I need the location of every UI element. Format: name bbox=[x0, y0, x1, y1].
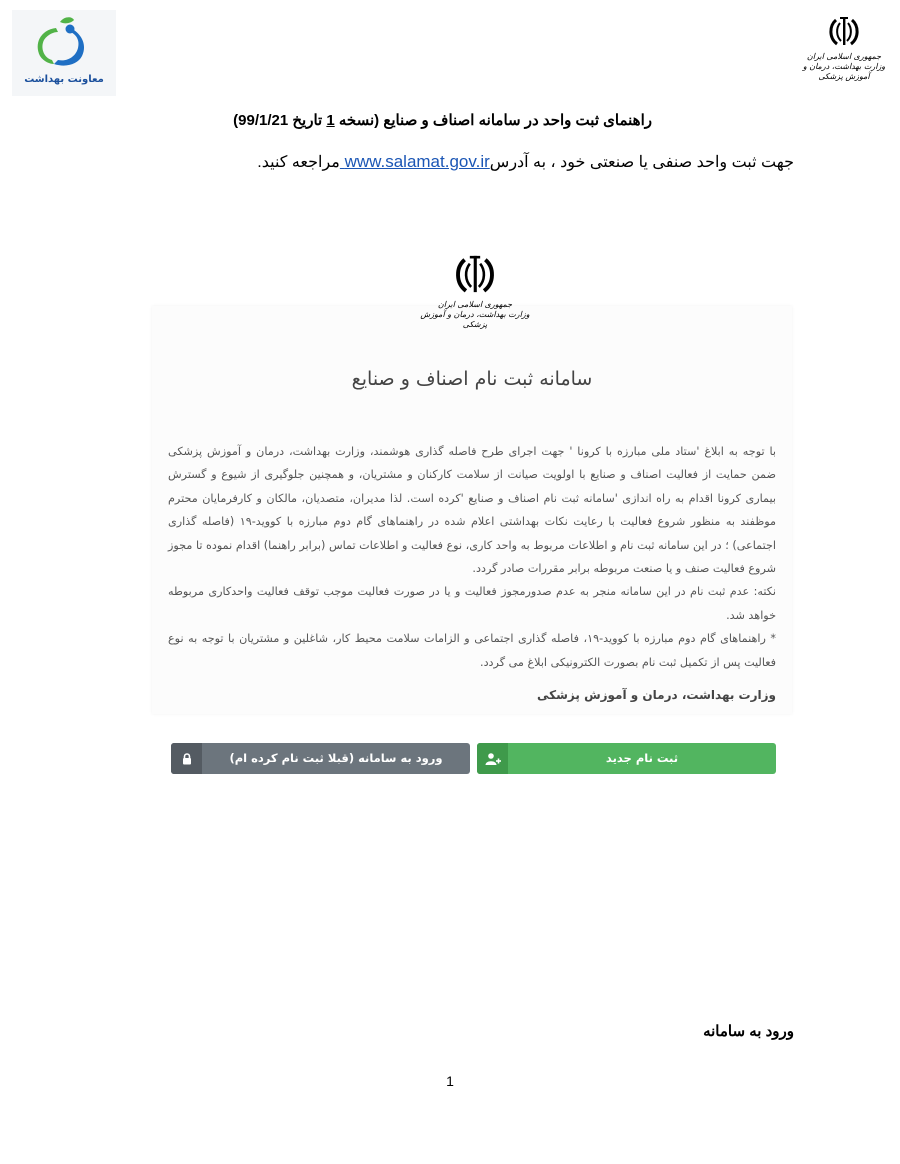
title-version: 1 bbox=[326, 112, 335, 129]
panel-signature: وزارت بهداشت، درمان و آموزش پزشکی bbox=[537, 688, 776, 702]
iran-emblem-icon bbox=[827, 14, 861, 48]
login-button-label: ورود به سامانه (قبلا ثبت نام کرده ام) bbox=[229, 751, 443, 765]
ministry-emblem bbox=[796, 14, 892, 82]
salamat-link[interactable]: www.salamat.gov.ir bbox=[339, 152, 490, 171]
add-user-icon bbox=[477, 743, 508, 774]
title-part-2: تاریخ 99/1/21) bbox=[233, 112, 327, 129]
emblem-line-2: وزارت بهداشت، درمان و آموزش پزشکی bbox=[802, 62, 886, 81]
page-number: 1 bbox=[446, 1073, 454, 1089]
panel-emblem-line-1: جمهوری اسلامی ایران bbox=[437, 300, 513, 309]
panel-title: سامانه ثبت نام اصناف و صنایع bbox=[351, 368, 593, 390]
register-button[interactable] bbox=[477, 743, 776, 774]
login-button[interactable] bbox=[171, 743, 470, 774]
title-part-1: راهنمای ثبت واحد در سامانه اصناف و صنایع (نسخه bbox=[334, 112, 652, 129]
apple-logo-icon bbox=[30, 16, 98, 74]
intro-before-link: جهت ثبت واحد صنفی یا صنعتی خود ، به آدرس bbox=[489, 154, 794, 171]
iran-emblem-icon bbox=[453, 252, 497, 296]
section-heading: ورود به سامانه bbox=[703, 1023, 794, 1040]
emblem-line-1: جمهوری اسلامی ایران bbox=[806, 52, 882, 61]
panel-ministry-emblem bbox=[418, 252, 532, 330]
register-button-label: ثبت نام جدید bbox=[605, 751, 679, 765]
intro-after-link: مراجعه کنید. bbox=[257, 154, 340, 171]
panel-emblem-line-2: وزارت بهداشت، درمان و آموزش پزشکی bbox=[420, 310, 530, 329]
panel-body bbox=[168, 440, 776, 674]
intro-text bbox=[180, 152, 794, 172]
panel-paragraph-2: نکته: عدم ثبت نام در این سامانه منجر به عدم صدورمجوز فعالیت و یا در صورت فعالیت موجب توقف فعالیت واحدکاری مربوطه خواهد شد. bbox=[168, 585, 776, 622]
panel-paragraph-3: * راهنماهای گام دوم مبارزه با کووید-۱۹، فاصله گذاری اجتماعی و الزامات سلامت محیط کار، شاغلین و مشتریان با توجه به نوع فعالیت پس از تکمیل ثبت نام بصورت الکترونیکی ابلاغ می گردد. bbox=[168, 632, 776, 669]
document-title bbox=[200, 111, 652, 129]
panel-paragraph-1: با توجه به ابلاغ 'ستاد ملی مبارزه با کرونا ' جهت اجرای طرح فاصله گذاری هوشمند، وزارت بهداشت، درمان و آموزش پزشکی ضمن حمایت از فعالیت اصناف و صنایع با اولویت صیانت از سلامت کارکنان و مشتریان، و همچنین جلوگیری از شیوع و گسترش بیماری کرونا اقدام به راه اندازی 'سامانه ثبت نام اصناف و صنایع 'کرده است. لذا مدیران، متصدیان، مالکان و کارفرمایان محترم موظفند به منظور شروع فعالیت با رعایت نکات بهداشتی اعلام شده در راهنماهای گام دوم مبارزه با کووید-۱۹ (فاصله گذاری اجتماعی) ؛ در این سامانه ثبت نام و اطلاعات مربوط به واحد کاری، نوع فعالیت و اطلاعات تماس (برابر راهنما) اقدام نموده تا مجوز شروع فعالیت صنف و یا صنعت مربوطه برابر مقررات صادر گردد. bbox=[168, 445, 776, 576]
lock-icon bbox=[171, 743, 202, 774]
health-deputy-logo bbox=[12, 10, 116, 96]
health-deputy-label: معاونت بهداشت bbox=[24, 74, 104, 85]
